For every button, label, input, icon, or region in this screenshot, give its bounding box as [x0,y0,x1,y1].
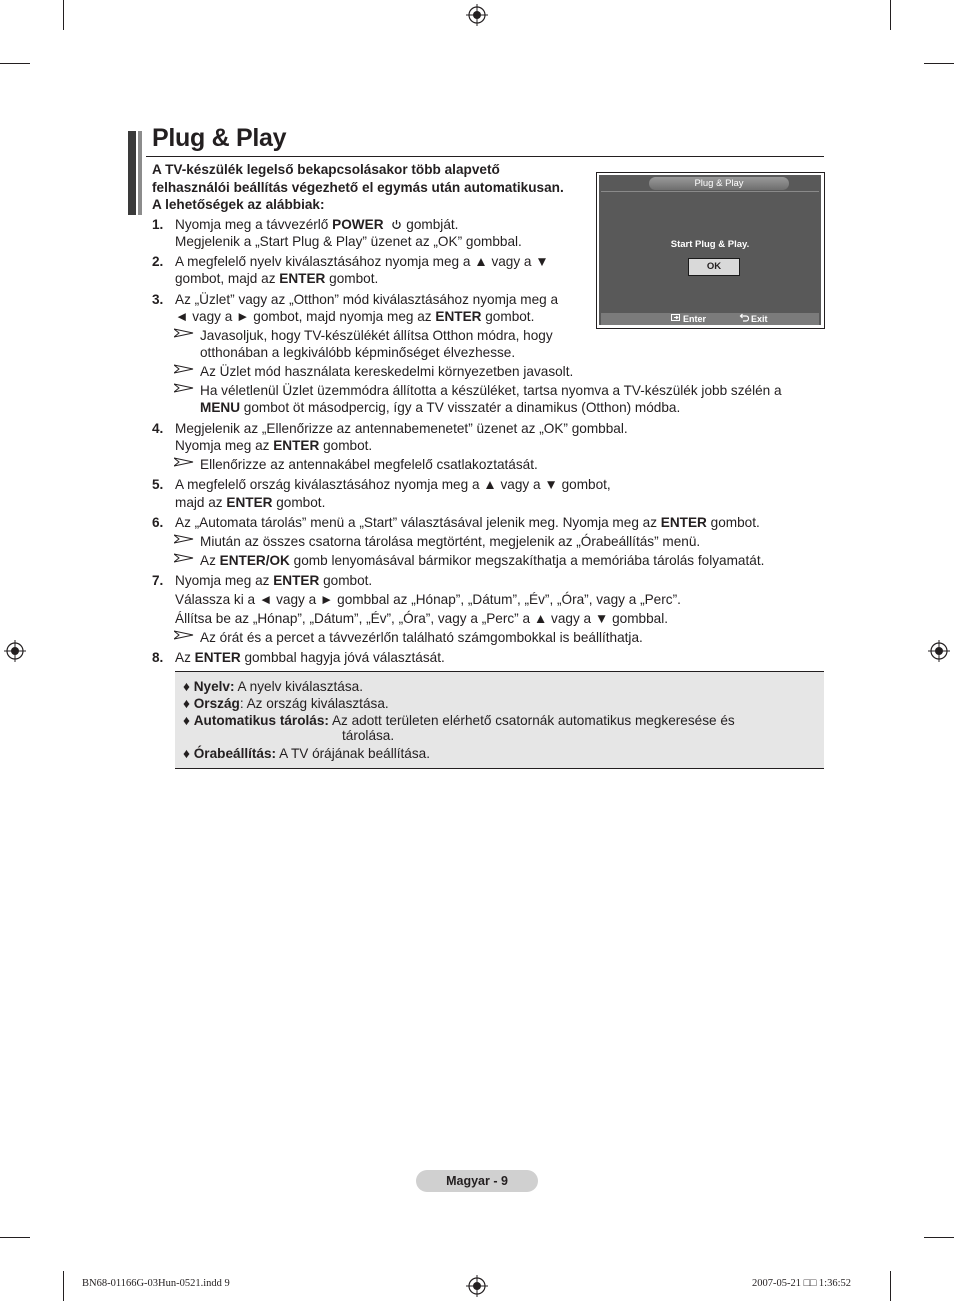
step-text: Nyomja meg a távvezérlő POWER gombját. [175,217,459,232]
step-text: Válassza ki a ◄ vagy a ► gombbal az „Hónap”, „Dátum”, „Év”, „Óra”, vagy a „Perc”. [175,592,681,607]
step-text: gombot, majd az ENTER gombot. [175,271,379,286]
step-text: Megjelenik a „Start Plug & Play” üzenet az „OK” gombbal. [175,234,522,249]
crop-mark [63,0,64,30]
page-title: Plug & Play [152,124,287,152]
page-number: Magyar - 9 [416,1170,538,1192]
crop-mark [924,1237,954,1238]
step-text: Az „Üzlet” vagy az „Otthon” mód kiválasztásához nyomja meg a [175,292,559,307]
osd-footer [601,313,819,325]
title-divider [146,156,824,157]
enter-icon [671,313,681,325]
step-text: A megfelelő ország kiválasztásához nyomja meg a ▲ vagy a ▼ gombot, [175,477,611,492]
step-number: 5. [152,477,164,492]
step-text: Az „Automata tárolás” menü a „Start” választásával jelenik meg. Nyomja meg az ENTER gombot. [175,515,760,530]
step-text: majd az ENTER gombot. [175,495,326,510]
summary-item: ♦ Nyelv: A nyelv kiválasztása. [183,679,363,694]
note-text: Ellenőrizze az antennakábel megfelelő csatlakoztatását. [200,457,538,472]
summary-box [175,671,824,769]
step-text: ◄ vagy a ► gombot, majd nyomja meg az ENTER gombot. [175,309,535,324]
osd-screenshot [596,172,825,329]
note-arrow-icon [174,383,194,393]
note-text: otthonában a legkiválóbb képminőséget élvezhesse. [200,345,516,360]
note-text: Miután az összes csatorna tárolása megtörtént, megjelenik az „Órabeállítás” menü. [200,534,701,549]
note-arrow-icon [174,457,194,467]
summary-item: ♦ Automatikus tárolás: Az adott területen elérhető csatornák automatikus megkeresése és [183,713,735,728]
step-number: 1. [152,217,164,232]
osd-message: Start Plug & Play. [670,239,750,250]
note-text: Az órát és a percet a távvezérlőn található számgombokkal is beállíthatja. [200,630,643,645]
note-arrow-icon [174,553,194,563]
crop-mark [924,63,954,64]
osd-exit-label: Exit [751,314,768,324]
step-text: Az ENTER gombbal hagyja jóvá választását. [175,650,445,665]
note-text: Az Üzlet mód használata kereskedelmi környezetben javasolt. [200,364,574,379]
registration-mark-icon [928,640,950,662]
note-arrow-icon [174,328,194,338]
step-text: Állítsa be az „Hónap”, „Dátum”, „Év”, „Óra”, vagy a „Perc” a ▲ vagy a ▼ gombbal. [175,611,669,626]
summary-item: ♦ Ország: Az ország kiválasztása. [183,696,389,711]
summary-item: ♦ Órabeállítás: A TV órájának beállítása. [183,746,430,761]
print-timestamp: 2007-05-21 □□ 1:36:52 [752,1278,852,1289]
intro-text: A TV-készülék legelső bekapcsolásakor több alapvető felhasználói beállítás végezhető el egymás után automatikusan. A lehetőségek az alábbiak: [152,162,564,212]
step-number: 6. [152,515,164,530]
return-icon [739,313,749,325]
power-icon [391,219,402,230]
step-number: 4. [152,421,164,436]
crop-mark [890,1271,891,1301]
note-arrow-icon [174,364,194,374]
note-text: Ha véletlenül Üzlet üzemmódra állította a készüléket, tartsa nyomva a TV-készülék jobb szélén a [200,383,782,398]
crop-mark [63,1271,64,1301]
note-text: Az ENTER/OK gomb lenyomásával bármikor megszakíthatja a memóriába tárolás folyamatát. [200,553,765,568]
step-number: 2. [152,254,164,269]
step-number: 3. [152,292,164,307]
crop-mark [0,1237,30,1238]
registration-mark-icon [466,4,488,26]
step-text: A megfelelő nyelv kiválasztásához nyomja meg a ▲ vagy a ▼ [175,254,549,269]
registration-mark-icon [4,640,26,662]
note-arrow-icon [174,534,194,544]
summary-item-continued: tárolása. [342,728,395,743]
note-arrow-icon [174,630,194,640]
step-text: Nyomja meg az ENTER gombot. [175,573,373,588]
file-info: BN68-01166G-03Hun-0521.indd 9 [82,1278,230,1289]
osd-ok-button: OK [688,258,740,276]
registration-mark-icon [466,1275,488,1297]
osd-header: Plug & Play [649,177,789,190]
crop-mark [0,63,30,64]
step-number: 8. [152,650,164,665]
section-marker [128,131,144,215]
note-text: MENU gombot öt másodpercig, így a TV visszatér a dinamikus (Otthon) módba. [200,400,681,415]
step-text: Nyomja meg az ENTER gombot. [175,438,373,453]
note-text: Javasoljuk, hogy TV-készülékét állítsa Otthon módra, hogy [200,328,553,343]
osd-enter-label: Enter [683,314,707,324]
step-text: Megjelenik az „Ellenőrizze az antennabemenetet” üzenet az „OK” gombbal. [175,421,628,436]
step-number: 7. [152,573,164,588]
crop-mark [890,0,891,30]
